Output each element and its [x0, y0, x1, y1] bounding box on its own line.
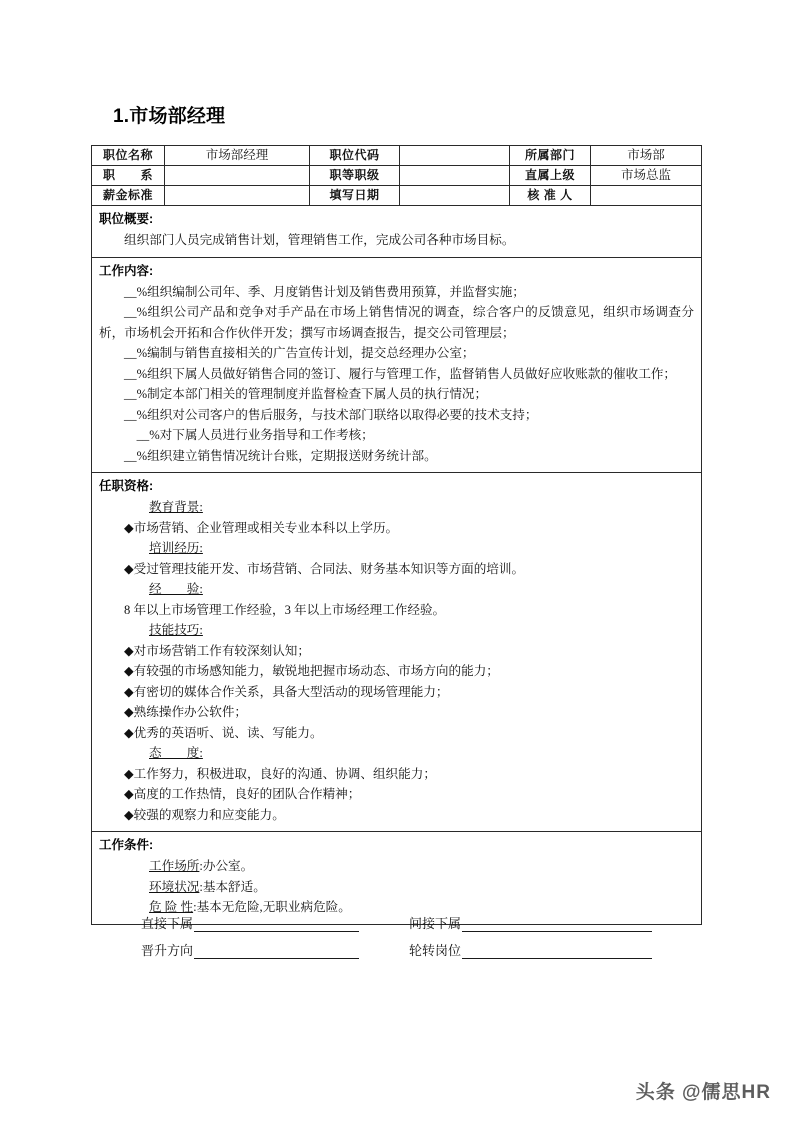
field-rotation-position[interactable] — [401, 943, 701, 959]
cell-value-job-title[interactable]: 市场部经理 — [165, 146, 310, 166]
field-promotion-path[interactable] — [91, 943, 401, 959]
qualification-item: ◆有较强的市场感知能力，敏锐地把握市场动态、市场方向的能力； — [124, 664, 499, 678]
cell-value-job-code[interactable] — [400, 146, 510, 166]
cell-label-job-family: 职 系 — [92, 166, 165, 186]
work-condition-value-environment: :基本舒适。 — [199, 879, 266, 894]
field-label-promotion-path: 晋升方向 — [141, 943, 194, 958]
duty-item: __%组织下属人员做好销售合同的签订、履行与管理工作，监督销售人员做好应收账款的催收工作； — [124, 366, 677, 381]
qualification-group-label — [99, 538, 694, 559]
field-blank-promotion-path[interactable] — [194, 945, 359, 959]
watermark: 头条 @儒思HR — [635, 1082, 771, 1103]
work-condition-item — [99, 856, 694, 877]
qualification-label-skills: 技能技巧: — [149, 623, 203, 637]
qualification-group-label — [99, 579, 694, 600]
cell-label-salary-standard: 薪金标准 — [92, 186, 165, 206]
qualification-label-experience: 经 验: — [149, 582, 203, 596]
field-blank-direct-subordinate[interactable] — [194, 918, 359, 932]
cell-value-job-grade[interactable] — [400, 166, 510, 186]
qualification-group-label — [99, 620, 694, 641]
duty-item: __%组织公司产品和竞争对手产品在市场上销售情况的调查，综合客户的反馈意见，组织市场调查分析，市场机会开拓和合作伙伴开发；撰写市场调查报告，提交公司管理层； — [99, 305, 694, 340]
qualification-item: ◆受过管理技能开发、市场营销、合同法、财务基本知识等方面的培训。 — [124, 561, 525, 576]
duty-item: __%组织对公司客户的售后服务，与技术部门联络以取得必要的技术支持； — [124, 407, 538, 422]
section-qualifications — [92, 472, 701, 831]
cell-value-approver[interactable] — [591, 186, 702, 206]
work-condition-label-hazard: 危 险 性 — [149, 900, 194, 914]
qualification-group-label — [99, 743, 694, 764]
field-label-indirect-subordinate: 间接下属 — [409, 916, 462, 931]
qualification-group-label — [99, 497, 694, 518]
section-heading-work-conditions: 工作条件: — [99, 838, 154, 852]
cell-label-job-grade: 职等职级 — [310, 166, 400, 186]
cell-value-job-family[interactable] — [165, 166, 310, 186]
job-description-form — [91, 145, 702, 925]
qualification-item: ◆熟练操作办公软件； — [124, 705, 248, 719]
footer-fields — [91, 905, 702, 959]
field-label-rotation-position: 轮转岗位 — [409, 943, 462, 958]
job-info-table — [92, 146, 701, 206]
cell-label-job-code: 职位代码 — [310, 146, 400, 166]
qualification-item: ◆高度的工作热情，良好的团队合作精神； — [124, 787, 361, 801]
duty-item: __%编制与销售直接相关的广告宣传计划，提交总经理办公室； — [124, 346, 475, 360]
cell-label-job-title: 职位名称 — [92, 146, 165, 166]
section-job-duties — [92, 257, 701, 473]
duty-item: __%对下属人员进行业务指导和工作考核； — [124, 428, 374, 442]
qualification-item: ◆市场营销、企业管理或相关专业本科以上学历。 — [124, 520, 399, 535]
qualification-item: ◆有密切的媒体合作关系，具备大型活动的现场管理能力； — [124, 684, 449, 699]
cell-label-approver: 核 准 人 — [510, 186, 591, 206]
duty-item: __%制定本部门相关的管理制度并监督检查下属人员的执行情况； — [124, 387, 488, 401]
table-row — [92, 146, 701, 166]
duty-item: __%组织建立销售情况统计台账，定期报送财务统计部。 — [124, 448, 437, 463]
qualification-label-training: 培训经历: — [149, 541, 203, 555]
footer-row — [91, 905, 702, 932]
work-condition-label-workplace: 工作场所 — [149, 859, 200, 873]
qualification-item: ◆优秀的英语听、说、读、写能力。 — [124, 725, 323, 740]
qualification-label-education: 教育背景: — [149, 500, 203, 514]
cell-label-department: 所属部门 — [510, 146, 591, 166]
qualification-item: ◆工作努力，积极进取，良好的沟通、协调、组织能力； — [124, 766, 436, 781]
qualification-label-attitude: 态 度: — [149, 746, 203, 760]
qualification-item: ◆对市场营销工作有较深刻认知； — [124, 643, 310, 658]
field-label-direct-subordinate: 直接下属 — [141, 916, 194, 931]
section-heading-qualifications: 任职资格: — [99, 479, 154, 493]
footer-row — [91, 932, 702, 959]
section-heading-job-duties: 工作内容: — [99, 263, 154, 278]
cell-label-direct-manager: 直属上级 — [510, 166, 591, 186]
work-condition-label-environment: 环境状况 — [149, 879, 200, 894]
cell-value-fill-date[interactable] — [400, 186, 510, 206]
cell-label-fill-date: 填写日期 — [310, 186, 400, 206]
field-blank-rotation-position[interactable] — [462, 945, 652, 959]
job-summary-text: 组织部门人员完成销售计划，管理销售工作，完成公司各种市场目标。 — [124, 233, 515, 247]
work-condition-item — [99, 877, 694, 898]
table-row — [92, 166, 701, 186]
section-heading-job-summary: 职位概要: — [99, 212, 154, 226]
qualification-item: ◆较强的观察力和应变能力。 — [124, 807, 285, 822]
duty-item: __%组织编制公司年、季、月度销售计划及销售费用预算，并监督实施； — [124, 284, 525, 299]
field-direct-subordinate[interactable] — [91, 916, 401, 932]
work-condition-value-hazard: :基本无危险,无职业病危险。 — [193, 900, 351, 914]
field-indirect-subordinate[interactable] — [401, 916, 701, 932]
table-row — [92, 186, 701, 206]
qualification-item: 8 年以上市场管理工作经验，3 年以上市场经理工作经验。 — [124, 602, 446, 617]
page-title: 1.市场部经理 — [113, 106, 226, 127]
cell-value-direct-manager[interactable]: 市场总监 — [591, 166, 702, 186]
field-blank-indirect-subordinate[interactable] — [462, 918, 652, 932]
cell-value-salary-standard[interactable] — [165, 186, 310, 206]
cell-value-department[interactable]: 市场部 — [591, 146, 702, 166]
section-job-summary — [92, 206, 701, 257]
work-condition-value-workplace: :办公室。 — [199, 859, 254, 873]
